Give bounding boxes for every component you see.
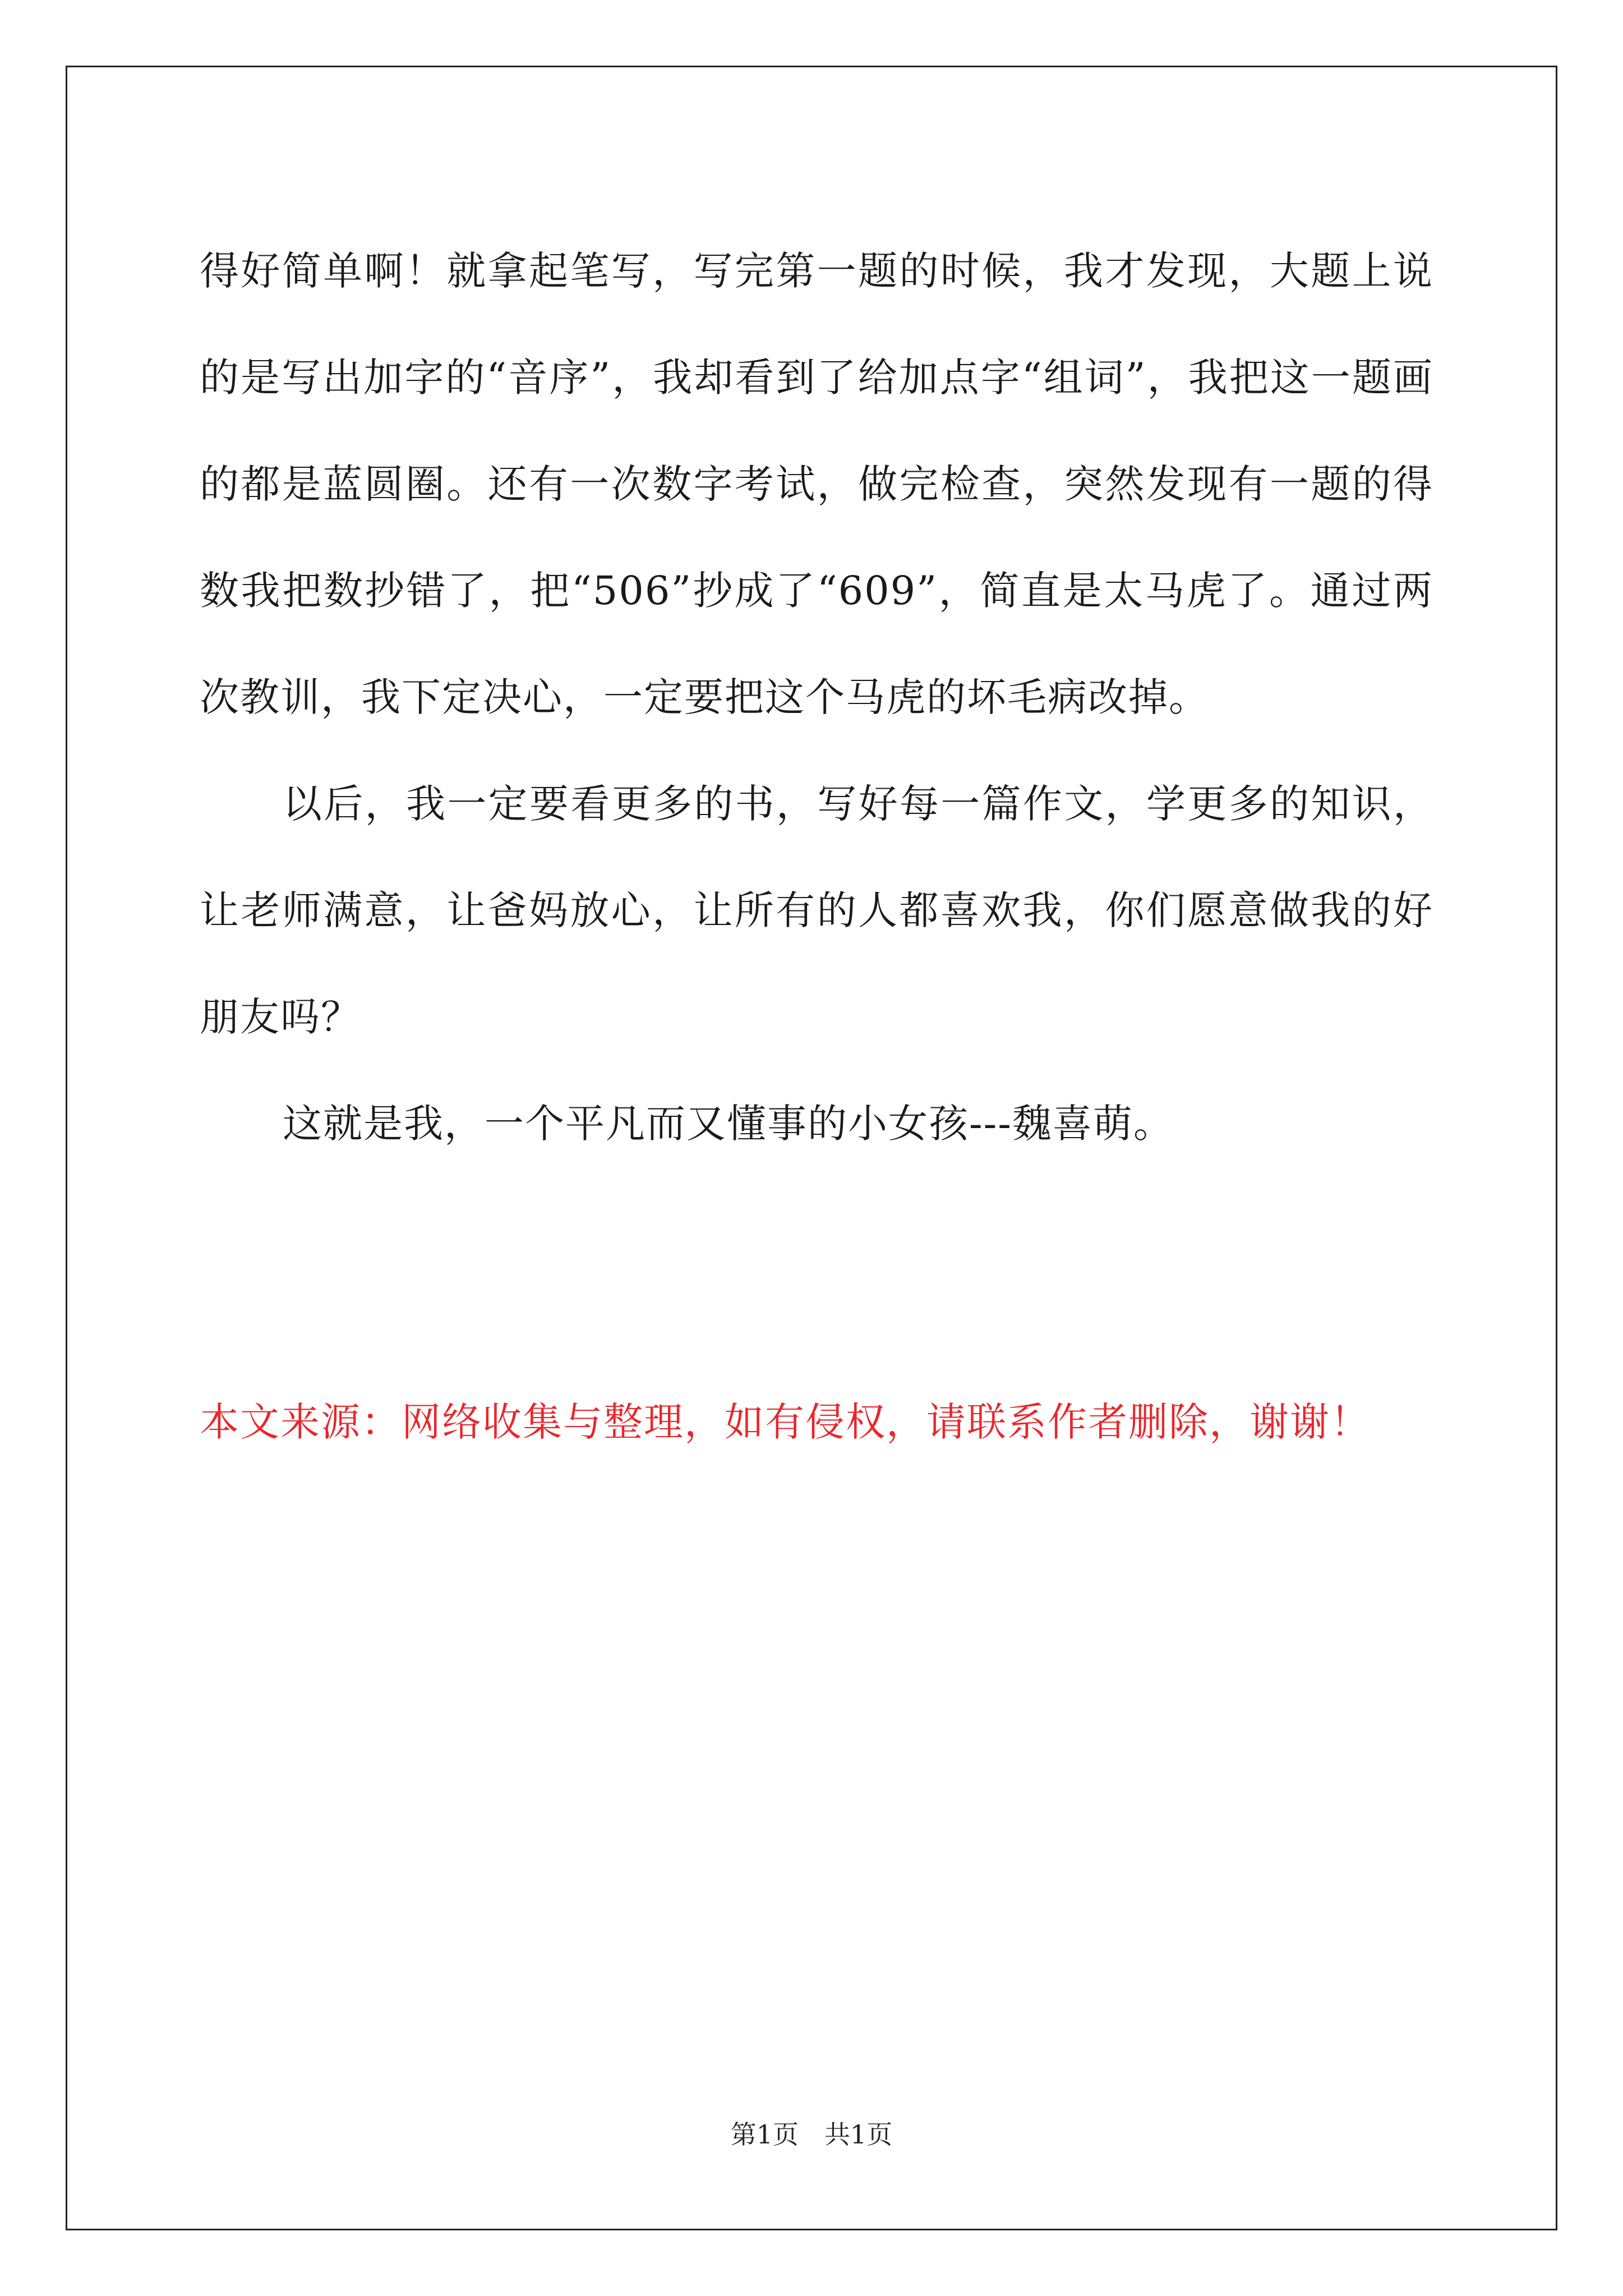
page-footer [0,2118,1623,2151]
paragraph-1: 得好简单啊！就拿起笔写，写完第一题的时候，我才发现，大题上说的是写出加字的“音序”，我却看到了给加点字“组词”，我把这一题画的都是蓝圆圈。还有一次数字考试，做完检查，突然发现有一题的得数我把数抄错了，把“506”抄成了“609”，简直是太马虎了。通过两次教训，我下定决心，一定要把这个马虎的坏毛病改掉。 [200,248,1433,720]
document-body [200,223,1433,1177]
paragraph-3: 这就是我，一个平凡而又懂事的小女孩---魏喜萌。 [283,1101,1174,1147]
source-note: 本文来源：网络收集与整理，如有侵权，请联系作者删除，谢谢！ [200,1399,1371,1445]
page-number-current: 第1页 [730,2119,799,2150]
paragraph-2: 以后，我一定要看更多的书，写好每一篇作文，学更多的知识，让老师满意，让爸妈放心，让所有的人都喜欢我，你们愿意做我的好朋友吗？ [200,781,1433,1040]
page-number-total: 共1页 [824,2119,893,2150]
